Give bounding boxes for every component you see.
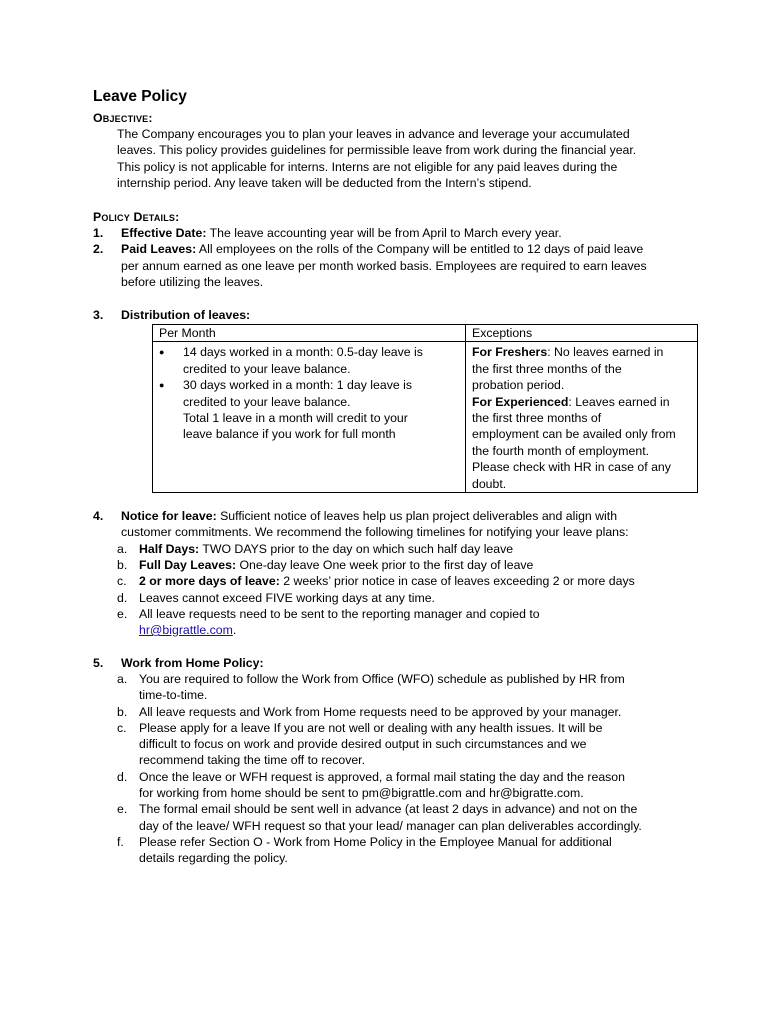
notice-c-letter: c. [117, 574, 127, 588]
distribution-table [152, 324, 698, 493]
wfh-f-line-1: Please refer Section O - Work from Home Policy in the Employee Manual for additional [139, 835, 612, 849]
exceptions-cell: For Freshers: No leaves earned in the first three months of the probation period. For Experienced: Leaves earned in the first three months of employment can be availed only from the fourth month of employment. Please check with HR in case of any doubt. [466, 342, 698, 493]
paid-leaves-label: Paid Leaves: [121, 242, 197, 256]
item-4-number: 4. [93, 509, 104, 523]
paid-leaves-line-2: per annum earned as one leave per month worked basis. Employees are required to earn leaves [121, 259, 647, 273]
wfh-e-line-2: day of the leave/ WFH request so that your lead/ manager can plan deliverables accordingly. [139, 819, 642, 833]
freshers-line: For Freshers: No leaves earned in [472, 345, 664, 360]
paid-leaves-text: All employees on the rolls of the Company will be entitled to 12 days of paid leave [196, 242, 644, 256]
notice-label: Notice for leave: [121, 509, 217, 523]
wfh-d-line-2: for working from home should be sent to pm@bigrattle.com and hr@bigratte.com. [139, 786, 584, 800]
objective-line-2: leaves. This policy provides guidelines for permissible leave from work during the financial year. [117, 143, 637, 157]
wfh-f-letter: f. [117, 835, 124, 849]
wfh-heading: Work from Home Policy: [121, 656, 264, 670]
item-1-number: 1. [93, 226, 104, 240]
wfh-a-letter: a. [117, 672, 128, 686]
policy-details-heading: Policy Details: [93, 210, 180, 224]
notice-c: 2 or more days of leave: 2 weeks’ prior notice in case of leaves exceeding 2 or more days [139, 574, 635, 588]
total-note: Total 1 leave in a month will credit to your leave balance if you work for full month [183, 411, 408, 442]
notice-line-2: customer commitments. We recommend the following timelines for notifying your leave plans: [121, 525, 629, 539]
item-5-number: 5. [93, 656, 104, 670]
freshers-label: For Freshers [472, 345, 548, 360]
page-title: Leave Policy [93, 88, 187, 105]
effective-date-item [121, 225, 562, 241]
per-month-cell [153, 342, 466, 493]
notice-e-letter: e. [117, 607, 128, 621]
objective-heading: Objective: [93, 111, 153, 125]
objective-line-1: The Company encourages you to plan your leaves in advance and leverage your accumulated [117, 127, 630, 141]
notice-e: All leave requests need to be sent to the reporting manager and copied to [139, 607, 540, 621]
notice-a-letter: a. [117, 542, 128, 556]
wfh-e-line-1: The formal email should be sent well in advance (at least 2 days in advance) and not on the [139, 802, 638, 816]
wfh-c-letter: c. [117, 721, 127, 735]
objective-line-4: internship period. Any leave taken will be deducted from the Intern’s stipend. [117, 176, 532, 190]
wfh-b-letter: b. [117, 705, 128, 719]
notice-a: Half Days: TWO DAYS prior to the day on which such half day leave [139, 542, 514, 556]
effective-date-text: The leave accounting year will be from April to March every year. [206, 226, 562, 240]
notice-b-letter: b. [117, 558, 128, 572]
notice-d: Leaves cannot exceed FIVE working days at any time. [139, 591, 435, 605]
col-header-per-month: Per Month [153, 325, 466, 342]
notice-b: Full Day Leaves: One-day leave One week prior to the first day of leave [139, 558, 534, 572]
experienced-label: For Experienced [472, 394, 569, 409]
wfh-d-line-1: Once the leave or WFH request is approved, a formal mail stating the day and the reason [139, 770, 625, 784]
col-header-exceptions: Exceptions [466, 325, 698, 342]
notice-e-line-2: hr@bigrattle.com. [139, 623, 237, 637]
wfh-f-line-2: details regarding the policy. [139, 851, 288, 865]
hr-email-link[interactable]: hr@bigrattle.com [139, 623, 233, 637]
bullet-item: ● 30 days worked in a month: 1 day leave is credited to your leave balance. [153, 377, 465, 410]
bullet-item: ● 14 days worked in a month: 0.5-day leave is credited to your leave balance. [153, 344, 465, 377]
wfh-c-line-3: recommend taking the time off to recover. [139, 753, 366, 767]
wfh-b-line-1: All leave requests and Work from Home requests need to be approved by your manager. [139, 705, 622, 719]
wfh-e-letter: e. [117, 802, 128, 816]
notice-d-letter: d. [117, 591, 128, 605]
item-3-number: 3. [93, 308, 104, 322]
wfh-a-line-1: You are required to follow the Work from Office (WFO) schedule as published by HR from [139, 672, 625, 686]
paid-leaves-line-3: before utilizing the leaves. [121, 275, 264, 289]
paid-leaves-item [121, 241, 643, 257]
wfh-c-line-2: difficult to focus on work and provide desired output in such circumstances and we [139, 737, 587, 751]
effective-date-label: Effective Date: [121, 226, 207, 240]
objective-line-3: This policy is not applicable for interns. Interns are not eligible for any paid leaves during the [117, 160, 618, 174]
item-2-number: 2. [93, 242, 104, 256]
wfh-a-line-2: time-to-time. [139, 688, 208, 702]
wfh-d-letter: d. [117, 770, 128, 784]
distribution-heading: Distribution of leaves: [121, 308, 251, 322]
experienced-line: For Experienced: Leaves earned in [472, 394, 670, 409]
notice-item: Notice for leave: Sufficient notice of leaves help us plan project deliverables and align with [121, 509, 618, 523]
wfh-c-line-1: Please apply for a leave If you are not well or dealing with any health issues. It will be [139, 721, 603, 735]
